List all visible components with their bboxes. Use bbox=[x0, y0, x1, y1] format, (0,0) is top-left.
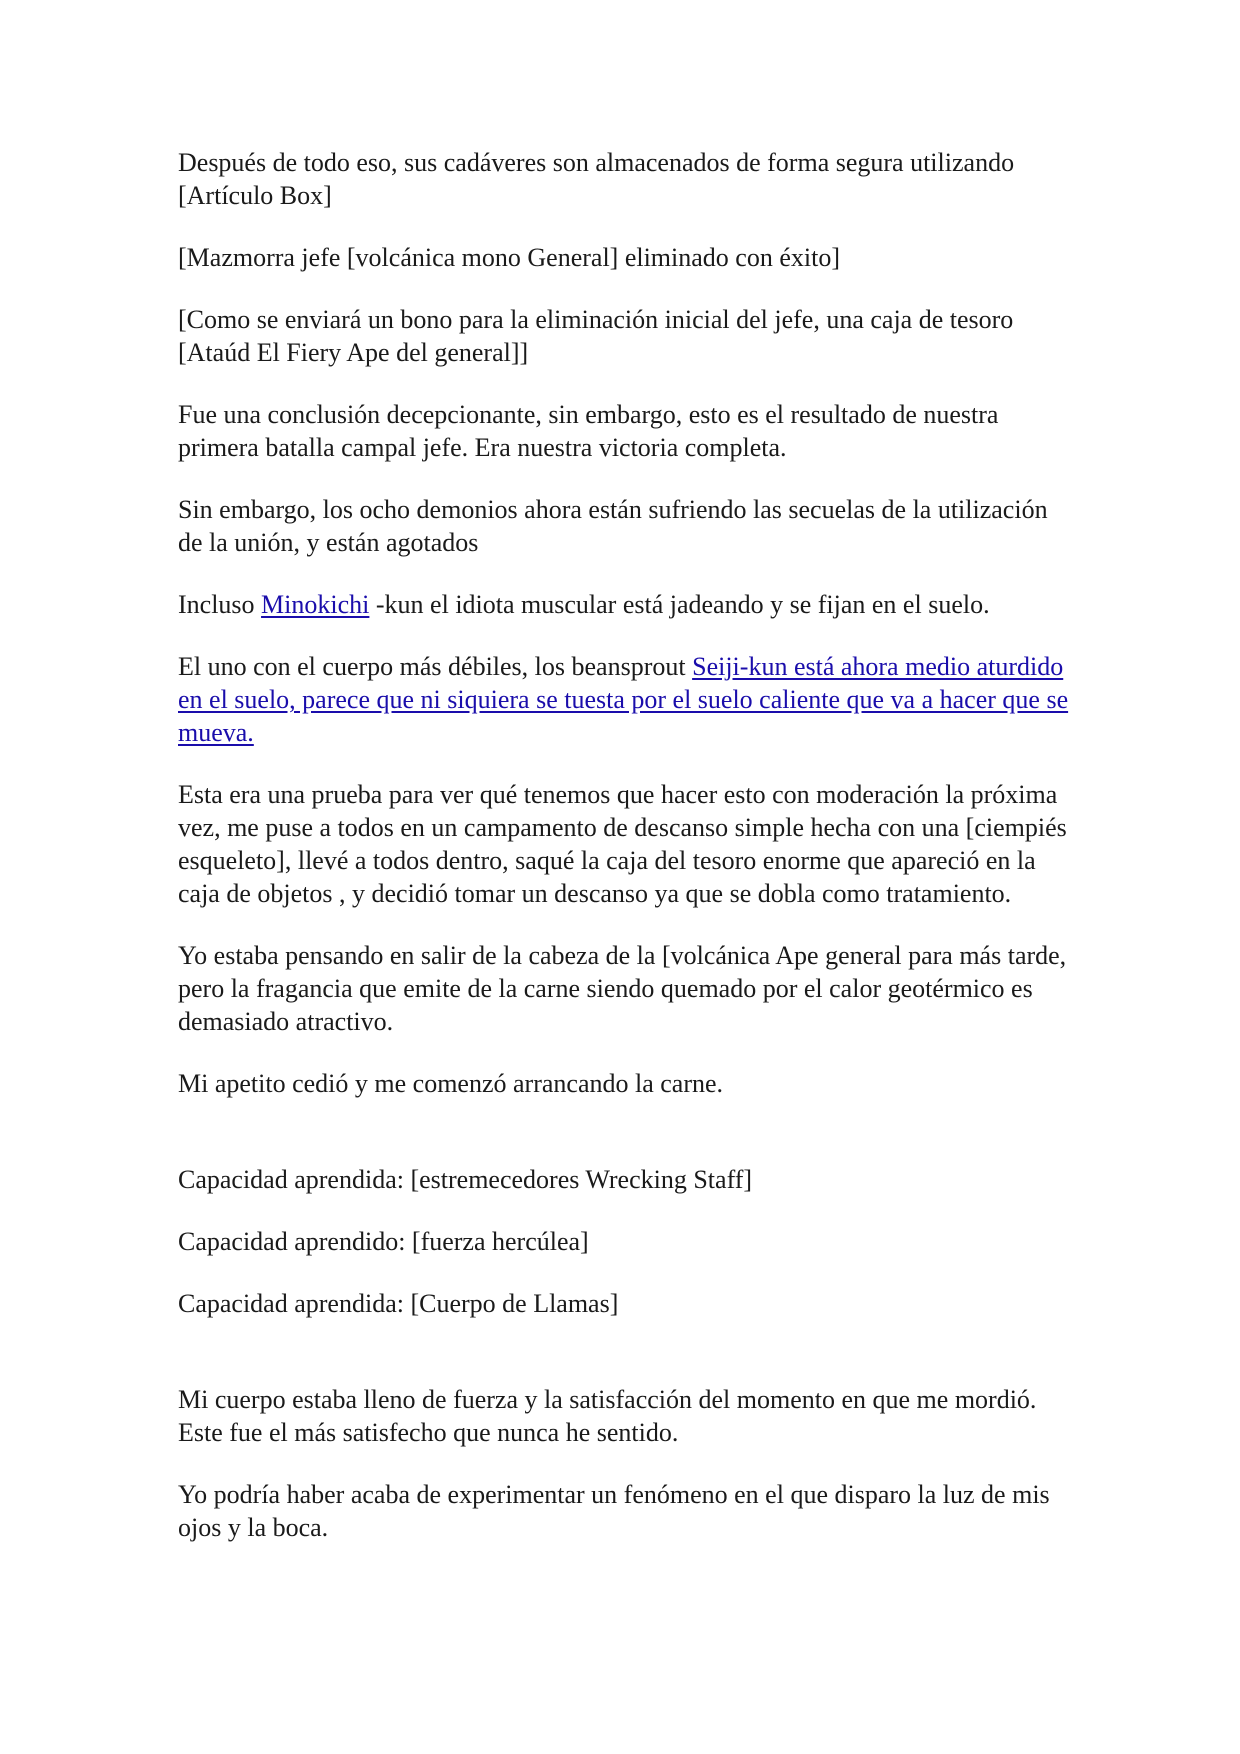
paragraph: Fue una conclusión decepcionante, sin embargo, esto es el resultado de nuestra primera batalla campal jefe. Era nuestra victoria completa. bbox=[178, 400, 999, 462]
paragraph: Yo podría haber acaba de experimentar un fenómeno en el que disparo la luz de mis ojos y la boca. bbox=[178, 1480, 1050, 1542]
paragraph: Esta era una prueba para ver qué tenemos que hacer esto con moderación la próxima vez, me puse a todos en un campamento de descanso simple hecha con una [ciempiés esqueleto], llevé a todos dentro, saqué la caja del tesoro enorme que apareció en la caja de objetos , y decidió tomar un descanso ya que se dobla como tratamiento. bbox=[178, 780, 1067, 908]
minokichi-link[interactable]: Minokichi bbox=[261, 590, 370, 619]
paragraph: Sin embargo, los ocho demonios ahora están sufriendo las secuelas de la utilización de la unión, y están agotados bbox=[178, 495, 1048, 557]
paragraph: Después de todo eso, sus cadáveres son almacenados de forma segura utilizando [Artículo Box] bbox=[178, 148, 1015, 210]
paragraph: Mi cuerpo estaba lleno de fuerza y la satisfacción del momento en que me mordió. Este fue el más satisfecho que nunca he sentido. bbox=[178, 1385, 1037, 1447]
paragraph: [Como se enviará un bono para la eliminación inicial del jefe, una caja de tesoro [Ataúd El Fiery Ape del general]] bbox=[178, 305, 1014, 367]
ability-line: Capacidad aprendido: [fuerza hercúlea] bbox=[178, 1227, 589, 1256]
ability-line: Capacidad aprendida: [estremecedores Wrecking Staff] bbox=[178, 1165, 753, 1194]
paragraph-with-link bbox=[178, 588, 1078, 621]
paragraph: [Mazmorra jefe [volcánica mono General] eliminado con éxito] bbox=[178, 243, 840, 272]
paragraph-text: Incluso bbox=[178, 590, 262, 619]
document-page bbox=[178, 146, 1078, 1573]
paragraph: Mi apetito cedió y me comenzó arrancando la carne. bbox=[178, 1069, 724, 1098]
seiji-kun-link[interactable]: Seiji-kun está ahora medio aturdido en el suelo, parece que ni siquiera se tuesta por el suelo caliente que va a hacer que se mueva. bbox=[178, 652, 1069, 747]
paragraph-text: El uno con el cuerpo más débiles, los beansprout bbox=[178, 652, 693, 681]
paragraph: Yo estaba pensando en salir de la cabeza de la [volcánica Ape general para más tarde, pero la fragancia que emite de la carne siendo quemado por el calor geotérmico es demasiado atractivo. bbox=[178, 941, 1067, 1036]
paragraph-text: -kun el idiota muscular está jadeando y se fijan en el suelo. bbox=[369, 590, 990, 619]
ability-line: Capacidad aprendida: [Cuerpo de Llamas] bbox=[178, 1289, 619, 1318]
paragraph-with-link bbox=[178, 650, 1078, 749]
